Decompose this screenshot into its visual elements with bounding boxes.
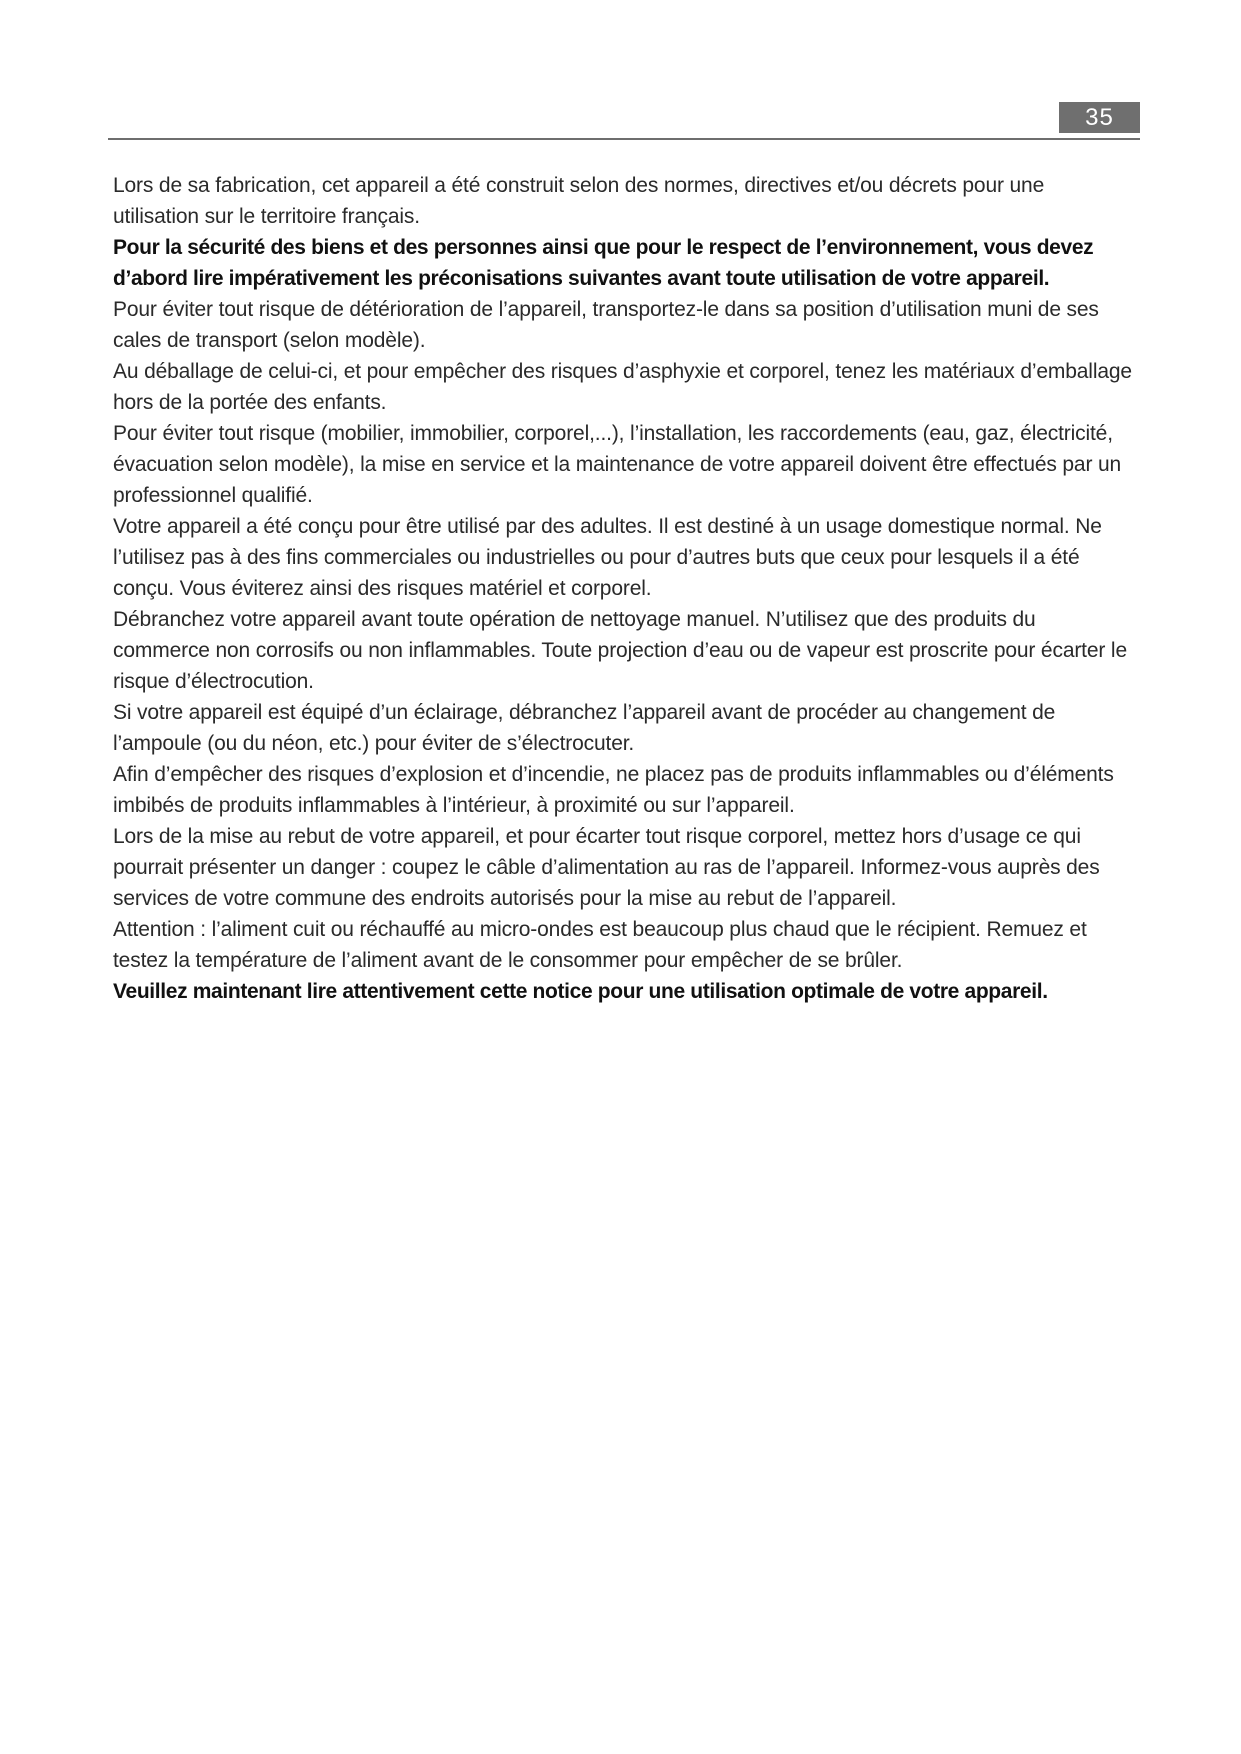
page-header xyxy=(108,102,1140,140)
paragraph-microwave-attention: Attention : l’aliment cuit ou réchauffé au micro-ondes est beaucoup plus chaud que le récipient. Remuez et testez la température de l’aliment avant de le consommer pour empêcher de se brûler. xyxy=(113,918,1087,972)
paragraph-safety-warning: Pour la sécurité des biens et des personnes ainsi que pour le respect de l’environnement, vous devez d’abord lire impérativement les préconisations suivantes avant toute utilisation de votre appareil. xyxy=(113,236,1094,290)
paragraph-manufacturing: Lors de sa fabrication, cet appareil a été construit selon des normes, directives et/ou décrets pour une utilisation sur le territoire français. xyxy=(113,174,1045,228)
paragraph-read-manual: Veuillez maintenant lire attentivement cette notice pour une utilisation optimale de votre appareil. xyxy=(113,980,1048,1003)
paragraph-lighting: Si votre appareil est équipé d’un éclairage, débranchez l’appareil avant de procéder au changement de l’ampoule (ou du néon, etc.) pour éviter de s’électrocuter. xyxy=(113,701,1056,755)
paragraph-intended-use: Votre appareil a été conçu pour être utilisé par des adultes. Il est destiné à un usage domestique normal. Ne l’utilisez pas à des fins commerciales ou industrielles ou pour d’autres buts que ceux pour lesquels il a été conçu. Vous éviterez ainsi des risques matériel et corporel. xyxy=(113,515,1102,600)
paragraph-explosion: Afin d’empêcher des risques d’explosion et d’incendie, ne placez pas de produits inflammables ou d’éléments imbibés de produits inflammables à l’intérieur, à proximité ou sur l’appareil. xyxy=(113,763,1114,817)
header-rule xyxy=(108,138,1140,140)
paragraph-disposal: Lors de la mise au rebut de votre appareil, et pour écarter tout risque corporel, mettez hors d’usage ce qui pourrait présenter un danger : coupez le câble d’alimentation au ras de l’appareil. Informez-vous auprès des services de votre commune des endroits autorisés pour la mise au rebut de l’appareil. xyxy=(113,825,1100,910)
safety-instructions xyxy=(113,170,1133,1007)
page-number: 35 xyxy=(1059,102,1140,133)
paragraph-installation: Pour éviter tout risque (mobilier, immobilier, corporel,...), l’installation, les raccordements (eau, gaz, électricité, évacuation selon modèle), la mise en service et la maintenance de votre appareil doivent être effectués par un professionnel qualifié. xyxy=(113,422,1122,507)
paragraph-transport: Pour éviter tout risque de détérioration de l’appareil, transportez-le dans sa position d’utilisation muni de ses cales de transport (selon modèle). xyxy=(113,298,1099,352)
paragraph-unpacking: Au déballage de celui-ci, et pour empêcher des risques d’asphyxie et corporel, tenez les matériaux d’emballage hors de la portée des enfants. xyxy=(113,360,1132,414)
paragraph-cleaning: Débranchez votre appareil avant toute opération de nettoyage manuel. N’utilisez que des produits du commerce non corrosifs ou non inflammables. Toute projection d’eau ou de vapeur est proscrite pour écarter le risque d’électrocution. xyxy=(113,608,1127,693)
